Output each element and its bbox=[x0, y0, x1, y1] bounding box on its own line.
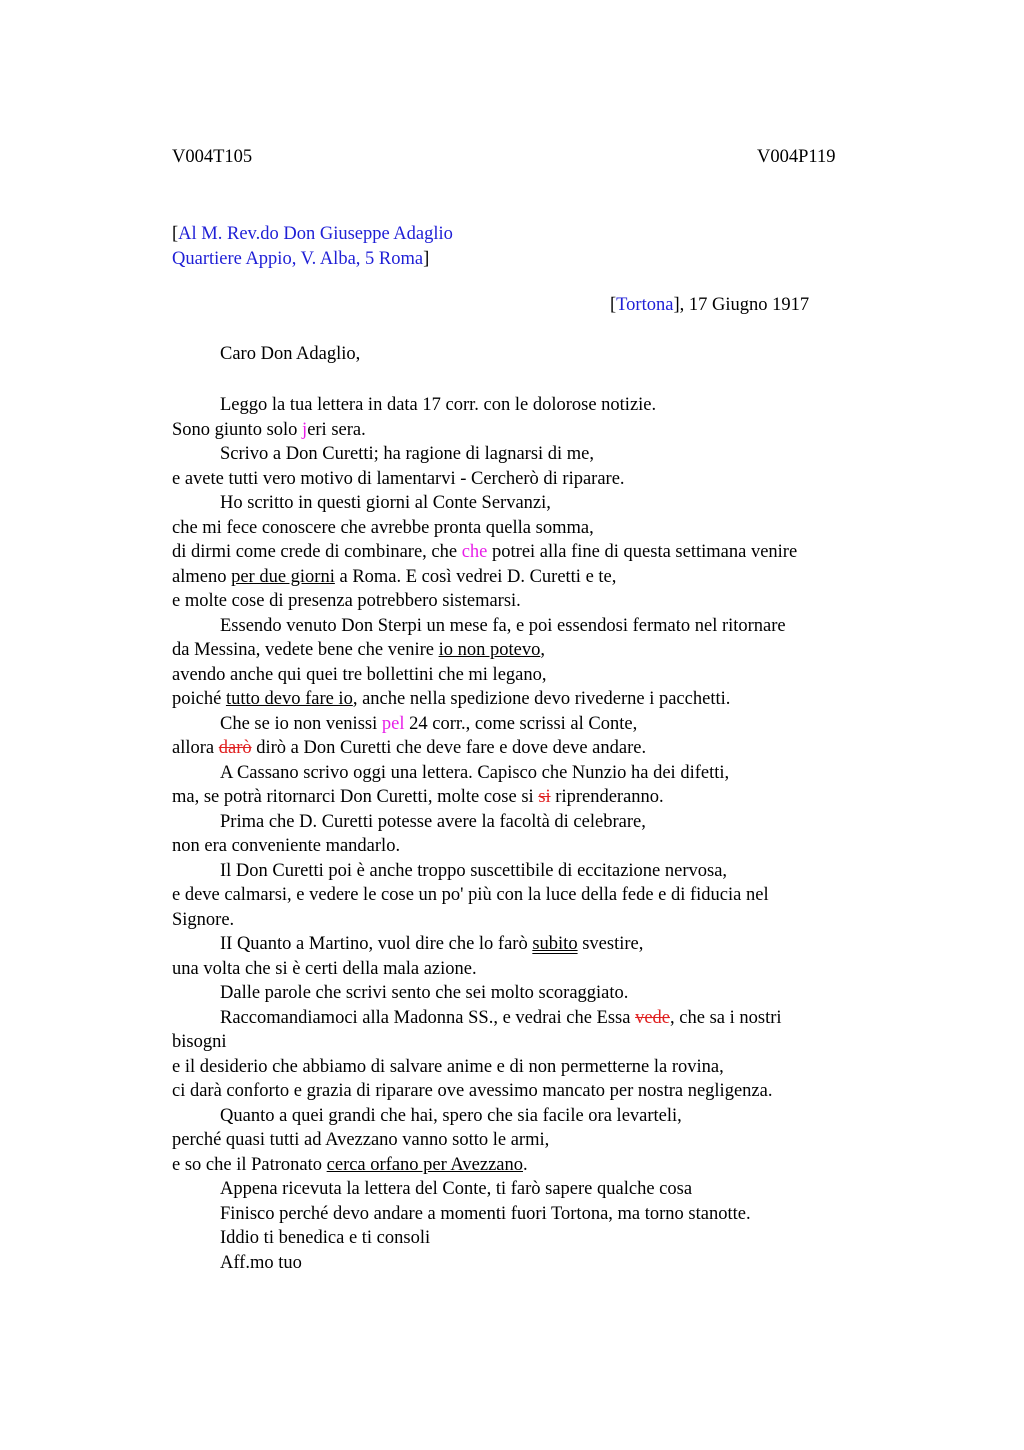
line-text: Sono giunto solo bbox=[172, 419, 303, 440]
line-text: di dirmi come crede di combinare, che bbox=[172, 542, 462, 562]
body-line bbox=[172, 834, 872, 859]
address-line-2: Quartiere Appio, V. Alba, 5 Roma bbox=[172, 248, 424, 269]
line-text: Essendo venuto Don Sterpi un mese fa, e poi essendosi fermato nel ritornare bbox=[220, 615, 786, 636]
line-text: poiché bbox=[172, 689, 226, 709]
line-text: non era conveniente mandarlo. bbox=[172, 836, 401, 856]
body-line bbox=[172, 712, 872, 737]
body-line bbox=[172, 467, 872, 492]
line-text: avendo anche qui quei tre bollettini che mi legano, bbox=[172, 664, 547, 685]
line-text: Prima che D. Curetti potesse avere la facoltà di celebrare, bbox=[220, 811, 646, 832]
body-line bbox=[172, 663, 872, 688]
line-text: ci darà conforto e grazia di riparare ove avessimo mancato per nostra negligenza. bbox=[172, 1081, 773, 1101]
line-text: Dalle parole che scrivi sento che sei molto scoraggiato. bbox=[220, 983, 629, 1003]
line-text: una volta che si è certi della mala azione. bbox=[172, 958, 477, 979]
line-text: riprenderanno. bbox=[550, 787, 664, 807]
line-text: Raccomandiamoci alla Madonna SS., e vedrai che Essa bbox=[220, 1007, 636, 1028]
underlined-text: per due giorni bbox=[231, 566, 335, 587]
body-line bbox=[172, 1226, 872, 1251]
body-line bbox=[172, 1030, 872, 1055]
address-block bbox=[172, 222, 453, 271]
date-rest: ], 17 Giugno 1917 bbox=[673, 295, 810, 315]
line-text: Che se io non venissi bbox=[220, 713, 382, 734]
line-text: e il desiderio che abbiamo di salvare anime e di non permetterne la rovina, bbox=[172, 1056, 724, 1077]
line-text: Iddio ti benedica e ti consoli bbox=[220, 1228, 431, 1248]
line-text: svestire, bbox=[577, 934, 644, 954]
body-line bbox=[172, 1006, 872, 1031]
document-code-right: V004P119 bbox=[757, 147, 836, 167]
line-text: Ho scritto in questi giorni al Conte Servanzi, bbox=[220, 493, 551, 513]
body-line bbox=[172, 932, 872, 957]
line-text: Il Don Curetti poi è anche troppo suscettibile di eccitazione nervosa, bbox=[220, 860, 728, 881]
body-line bbox=[172, 981, 872, 1006]
letter-body bbox=[172, 393, 872, 1275]
underlined-text: subito bbox=[532, 934, 578, 954]
line-text: , che sa i nostri bbox=[670, 1007, 782, 1028]
salutation: Caro Don Adaglio, bbox=[220, 344, 361, 364]
body-line bbox=[172, 1202, 872, 1227]
body-line bbox=[172, 883, 872, 908]
body-line bbox=[172, 908, 872, 933]
body-line bbox=[172, 1177, 872, 1202]
line-text: a Roma. E così vedrei D. Curetti e te, bbox=[334, 566, 617, 587]
highlighted-text: j bbox=[302, 419, 308, 440]
date-bracket-open: [ bbox=[610, 295, 617, 315]
body-line bbox=[172, 614, 872, 639]
body-line bbox=[172, 687, 872, 712]
line-text: Scrivo a Don Curetti; ha ragione di lagnarsi di me, bbox=[220, 444, 595, 464]
line-text: bisogni bbox=[172, 1032, 227, 1052]
body-line bbox=[172, 761, 872, 786]
body-line bbox=[172, 540, 872, 565]
line-text: A Cassano scrivo oggi una lettera. Capisco che Nunzio ha dei difetti, bbox=[220, 762, 730, 783]
line-text: 24 corr., come scrissi al Conte, bbox=[404, 713, 638, 734]
highlighted-text: che bbox=[461, 542, 488, 562]
line-text: , bbox=[540, 640, 545, 660]
line-text: II Quanto a Martino, vuol dire che lo farò bbox=[220, 934, 533, 954]
line-text: dirò a Don Curetti che deve fare e dove deve andare. bbox=[251, 738, 647, 758]
body-line bbox=[172, 1153, 872, 1178]
body-line bbox=[172, 442, 872, 467]
date-place: Tortona bbox=[616, 295, 674, 315]
line-text: ma, se potrà ritornarci Don Curetti, molte cose si bbox=[172, 787, 539, 807]
body-line bbox=[172, 1079, 872, 1104]
document-code-left: V004T105 bbox=[172, 147, 253, 167]
line-text: Aff.mo tuo bbox=[220, 1252, 302, 1273]
line-text: Signore. bbox=[172, 909, 235, 930]
body-line bbox=[172, 736, 872, 761]
line-text: . bbox=[523, 1154, 528, 1175]
struck-text: si bbox=[538, 787, 551, 807]
body-line bbox=[172, 1055, 872, 1080]
line-text: allora bbox=[172, 738, 219, 758]
line-text: e so che il Patronato bbox=[172, 1154, 327, 1175]
body-line bbox=[172, 638, 872, 663]
address-bracket-close: ] bbox=[423, 248, 430, 269]
line-text: da Messina, vedete bene che venire bbox=[172, 640, 439, 660]
line-text: Finisco perché devo andare a momenti fuori Tortona, ma torno stanotte. bbox=[220, 1203, 751, 1224]
line-text: Appena ricevuta la lettera del Conte, ti farò sapere qualche cosa bbox=[220, 1179, 693, 1199]
underlined-text: cerca orfano per Avezzano bbox=[326, 1154, 523, 1175]
letter-date bbox=[610, 295, 809, 316]
struck-text: vede bbox=[635, 1007, 671, 1028]
line-text: perché quasi tutti ad Avezzano vanno sotto le armi, bbox=[172, 1130, 550, 1150]
line-text: che mi fece conoscere che avrebbe pronta quella somma, bbox=[172, 517, 594, 538]
line-text: e deve calmarsi, e vedere le cose un po' più con la luce della fede e di fiducia nel bbox=[172, 885, 769, 905]
line-text: almeno bbox=[172, 566, 232, 587]
underlined-text: io non potevo bbox=[438, 640, 541, 660]
line-text: Quanto a quei grandi che hai, spero che sia facile ora levarteli, bbox=[220, 1105, 682, 1126]
underlined-text: tutto devo fare io bbox=[225, 689, 353, 709]
line-text: e avete tutti vero motivo di lamentarvi - Cercherò di riparare. bbox=[172, 468, 625, 489]
address-bracket-open: [ bbox=[172, 224, 179, 244]
body-line bbox=[172, 1128, 872, 1153]
line-text: eri sera. bbox=[307, 419, 366, 440]
body-line bbox=[172, 810, 872, 835]
line-text: Leggo la tua lettera in data 17 corr. con le dolorose notizie. bbox=[220, 395, 657, 415]
body-line bbox=[172, 565, 872, 590]
line-text: e molte cose di presenza potrebbero sistemarsi. bbox=[172, 591, 521, 611]
body-line bbox=[172, 1104, 872, 1129]
body-line bbox=[172, 785, 872, 810]
body-line bbox=[172, 393, 872, 418]
body-line bbox=[172, 491, 872, 516]
body-line bbox=[172, 859, 872, 884]
body-line bbox=[172, 957, 872, 982]
body-line bbox=[172, 589, 872, 614]
body-line bbox=[172, 1251, 872, 1276]
struck-text: darò bbox=[218, 738, 252, 758]
highlighted-text: pel bbox=[381, 713, 405, 734]
body-line bbox=[172, 516, 872, 541]
line-text: , anche nella spedizione devo rivederne i pacchetti. bbox=[352, 689, 731, 709]
body-line bbox=[172, 418, 872, 443]
address-line-1: Al M. Rev.do Don Giuseppe Adaglio bbox=[178, 224, 453, 244]
line-text: potrei alla fine di questa settimana venire bbox=[487, 542, 798, 562]
